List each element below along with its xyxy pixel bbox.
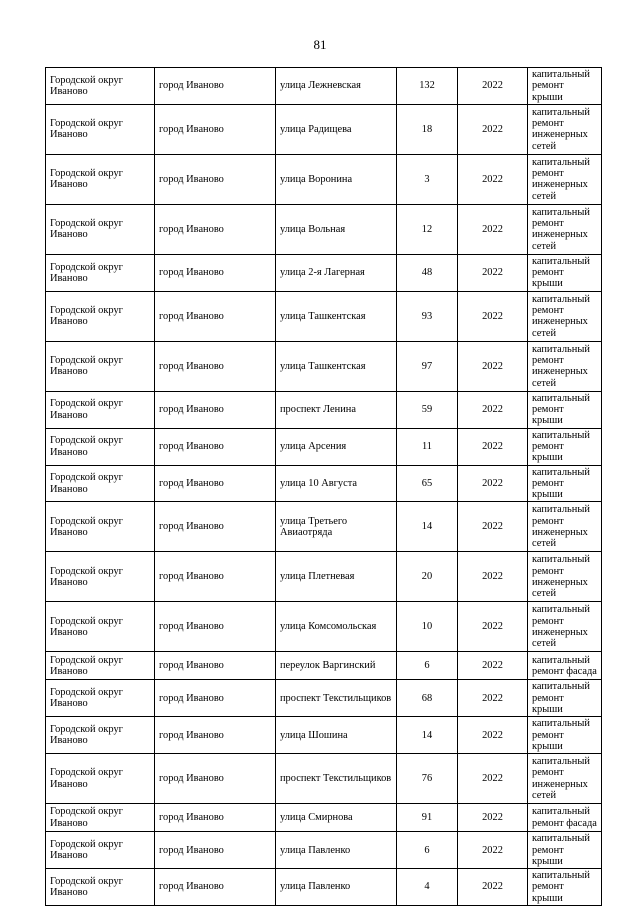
street-cell: проспект Текстильщиков [276,754,397,804]
repair-year-cell: 2022 [458,204,528,254]
repair-year-cell: 2022 [458,254,528,291]
table-row [46,652,602,680]
street-cell: проспект Ленина [276,391,397,428]
work-type-cell: капитальный ремонт крыши [528,717,602,754]
street-cell: улица Плетневая [276,552,397,602]
table-row [46,465,602,502]
repair-year-cell: 2022 [458,291,528,341]
repair-year-cell: 2022 [458,869,528,906]
municipal-district-cell: Городской округ Иваново [46,254,155,291]
work-type-cell: капитальный ремонт крыши [528,869,602,906]
city-cell: город Иваново [155,465,276,502]
house-number-cell: 4 [397,869,458,906]
work-type-cell: капитальный ремонт инженерных сетей [528,341,602,391]
municipal-district-cell: Городской округ Иваново [46,652,155,680]
street-cell: улица Ташкентская [276,291,397,341]
table-row [46,254,602,291]
house-number-cell: 6 [397,832,458,869]
work-type-cell: капитальный ремонт крыши [528,680,602,717]
house-number-cell: 93 [397,291,458,341]
street-cell: улица Третьего Авиаотряда [276,502,397,552]
repair-register-table [45,67,602,906]
work-type-cell: капитальный ремонт инженерных сетей [528,291,602,341]
house-number-cell: 68 [397,680,458,717]
table-row [46,502,602,552]
municipal-district-cell: Городской округ Иваново [46,602,155,652]
street-cell: улица 10 Августа [276,465,397,502]
municipal-district-cell: Городской округ Иваново [46,465,155,502]
municipal-district-cell: Городской округ Иваново [46,869,155,906]
municipal-district-cell: Городской округ Иваново [46,104,155,154]
table-row [46,832,602,869]
street-cell: улица Павленко [276,832,397,869]
page-number: 81 [313,37,327,52]
repair-year-cell: 2022 [458,465,528,502]
municipal-district-cell: Городской округ Иваново [46,204,155,254]
street-cell: улица Павленко [276,869,397,906]
work-type-cell: капитальный ремонт инженерных сетей [528,552,602,602]
house-number-cell: 14 [397,502,458,552]
repair-year-cell: 2022 [458,552,528,602]
city-cell: город Иваново [155,717,276,754]
repair-year-cell: 2022 [458,832,528,869]
municipal-district-cell: Городской округ Иваново [46,291,155,341]
work-type-cell: капитальный ремонт крыши [528,68,602,105]
municipal-district-cell: Городской округ Иваново [46,754,155,804]
city-cell: город Иваново [155,652,276,680]
table-row [46,341,602,391]
repair-year-cell: 2022 [458,104,528,154]
house-number-cell: 18 [397,104,458,154]
city-cell: город Иваново [155,68,276,105]
table-row [46,104,602,154]
street-cell: улица Вольная [276,204,397,254]
street-cell: переулок Варгинский [276,652,397,680]
house-number-cell: 76 [397,754,458,804]
table-row [46,68,602,105]
city-cell: город Иваново [155,254,276,291]
city-cell: город Иваново [155,502,276,552]
city-cell: город Иваново [155,804,276,832]
house-number-cell: 59 [397,391,458,428]
street-cell: улица Шошина [276,717,397,754]
table-row [46,391,602,428]
municipal-district-cell: Городской округ Иваново [46,341,155,391]
house-number-cell: 91 [397,804,458,832]
repair-year-cell: 2022 [458,154,528,204]
city-cell: город Иваново [155,552,276,602]
work-type-cell: капитальный ремонт инженерных сетей [528,104,602,154]
work-type-cell: капитальный ремонт крыши [528,465,602,502]
city-cell: город Иваново [155,291,276,341]
table-row [46,602,602,652]
municipal-district-cell: Городской округ Иваново [46,552,155,602]
city-cell: город Иваново [155,428,276,465]
repair-year-cell: 2022 [458,680,528,717]
work-type-cell: капитальный ремонт крыши [528,391,602,428]
municipal-district-cell: Городской округ Иваново [46,804,155,832]
house-number-cell: 12 [397,204,458,254]
city-cell: город Иваново [155,602,276,652]
repair-year-cell: 2022 [458,391,528,428]
municipal-district-cell: Городской округ Иваново [46,680,155,717]
city-cell: город Иваново [155,104,276,154]
house-number-cell: 10 [397,602,458,652]
work-type-cell: капитальный ремонт инженерных сетей [528,602,602,652]
repair-year-cell: 2022 [458,602,528,652]
work-type-cell: капитальный ремонт крыши [528,428,602,465]
table-row [46,869,602,906]
work-type-cell: капитальный ремонт фасада [528,804,602,832]
work-type-cell: капитальный ремонт инженерных сетей [528,204,602,254]
street-cell: проспект Текстильщиков [276,680,397,717]
house-number-cell: 3 [397,154,458,204]
city-cell: город Иваново [155,154,276,204]
municipal-district-cell: Городской округ Иваново [46,717,155,754]
house-number-cell: 11 [397,428,458,465]
street-cell: улица Радищева [276,104,397,154]
table-row [46,680,602,717]
house-number-cell: 14 [397,717,458,754]
repair-year-cell: 2022 [458,717,528,754]
work-type-cell: капитальный ремонт крыши [528,832,602,869]
table-row [46,154,602,204]
city-cell: город Иваново [155,391,276,428]
municipal-district-cell: Городской округ Иваново [46,154,155,204]
house-number-cell: 20 [397,552,458,602]
street-cell: улица Воронина [276,154,397,204]
street-cell: улица Смирнова [276,804,397,832]
city-cell: город Иваново [155,341,276,391]
work-type-cell: капитальный ремонт крыши [528,254,602,291]
city-cell: город Иваново [155,869,276,906]
street-cell: улица Лежневская [276,68,397,105]
table-body [46,68,602,906]
table-row [46,204,602,254]
table-row [46,754,602,804]
city-cell: город Иваново [155,204,276,254]
repair-year-cell: 2022 [458,754,528,804]
work-type-cell: капитальный ремонт инженерных сетей [528,154,602,204]
repair-year-cell: 2022 [458,652,528,680]
house-number-cell: 132 [397,68,458,105]
table-row [46,804,602,832]
municipal-district-cell: Городской округ Иваново [46,502,155,552]
house-number-cell: 6 [397,652,458,680]
table-row [46,291,602,341]
repair-year-cell: 2022 [458,341,528,391]
street-cell: улица Ташкентская [276,341,397,391]
municipal-district-cell: Городской округ Иваново [46,391,155,428]
house-number-cell: 48 [397,254,458,291]
municipal-district-cell: Городской округ Иваново [46,428,155,465]
house-number-cell: 65 [397,465,458,502]
municipal-district-cell: Городской округ Иваново [46,68,155,105]
city-cell: город Иваново [155,832,276,869]
repair-year-cell: 2022 [458,428,528,465]
table-row [46,552,602,602]
street-cell: улица Комсомольская [276,602,397,652]
municipal-district-cell: Городской округ Иваново [46,832,155,869]
city-cell: город Иваново [155,754,276,804]
work-type-cell: капитальный ремонт инженерных сетей [528,502,602,552]
repair-year-cell: 2022 [458,68,528,105]
table-row [46,717,602,754]
table-row [46,428,602,465]
repair-year-cell: 2022 [458,804,528,832]
city-cell: город Иваново [155,680,276,717]
work-type-cell: капитальный ремонт инженерных сетей [528,754,602,804]
repair-year-cell: 2022 [458,502,528,552]
street-cell: улица 2-я Лагерная [276,254,397,291]
work-type-cell: капитальный ремонт фасада [528,652,602,680]
house-number-cell: 97 [397,341,458,391]
street-cell: улица Арсения [276,428,397,465]
